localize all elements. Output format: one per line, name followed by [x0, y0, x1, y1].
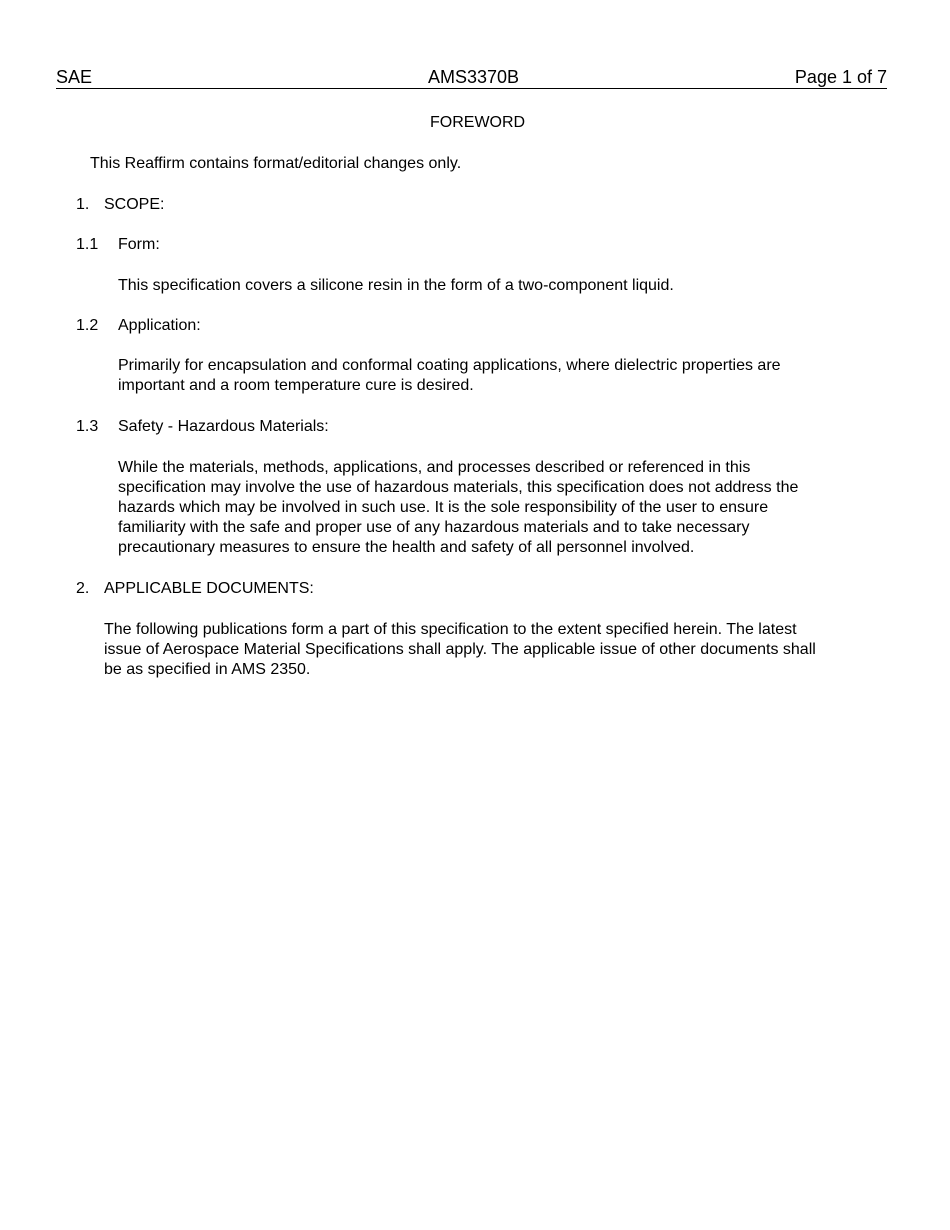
section-1-3-body-line: While the materials, methods, applications, and processes described or referenced in this	[118, 459, 751, 476]
section-1-1-title: Form:	[118, 236, 160, 253]
section-2-body-line: issue of Aerospace Material Specifications shall apply. The applicable issue of other documents shall	[104, 641, 816, 658]
section-1-1-body: This specification covers a silicone resin in the form of a two-component liquid.	[118, 277, 674, 294]
section-1-2-title: Application:	[118, 317, 201, 334]
section-2-number: 2.	[76, 580, 90, 597]
section-1-3-body-line: familiarity with the safe and proper use of any hazardous materials and to take necessary	[118, 519, 750, 536]
section-2-title: APPLICABLE DOCUMENTS:	[104, 580, 314, 597]
section-1-2-body-line: important and a room temperature cure is desired.	[118, 377, 474, 394]
page-header	[56, 67, 887, 89]
section-1-number: 1.	[76, 196, 90, 213]
foreword-text: This Reaffirm contains format/editorial changes only.	[90, 155, 462, 172]
section-1-2-number: 1.2	[76, 317, 99, 334]
section-1-1-number: 1.1	[76, 236, 99, 253]
section-1-3-body-line: hazards which may be involved in such use. It is the sole responsibility of the user to ensure	[118, 499, 769, 516]
section-1-title: SCOPE:	[104, 196, 165, 213]
section-1-3-number: 1.3	[76, 418, 99, 435]
section-1-2-body-line: Primarily for encapsulation and conformal coating applications, where dielectric properties are	[118, 357, 781, 374]
section-2-body-line: The following publications form a part of this specification to the extent specified herein. The latest	[104, 621, 797, 638]
header-document-number: AMS3370B	[428, 67, 520, 87]
header-page-number: Page 1 of 7	[794, 67, 887, 87]
header-organization: SAE	[56, 67, 93, 87]
section-1-3-body-line: precautionary measures to ensure the health and safety of all personnel involved.	[118, 539, 695, 556]
foreword-heading: FOREWORD	[430, 114, 526, 131]
section-1-3-title: Safety - Hazardous Materials:	[118, 418, 329, 435]
section-1-3-body-line: specification may involve the use of hazardous materials, this specification does not address the	[118, 479, 799, 496]
section-2-body-line: be as specified in AMS 2350.	[104, 661, 311, 678]
